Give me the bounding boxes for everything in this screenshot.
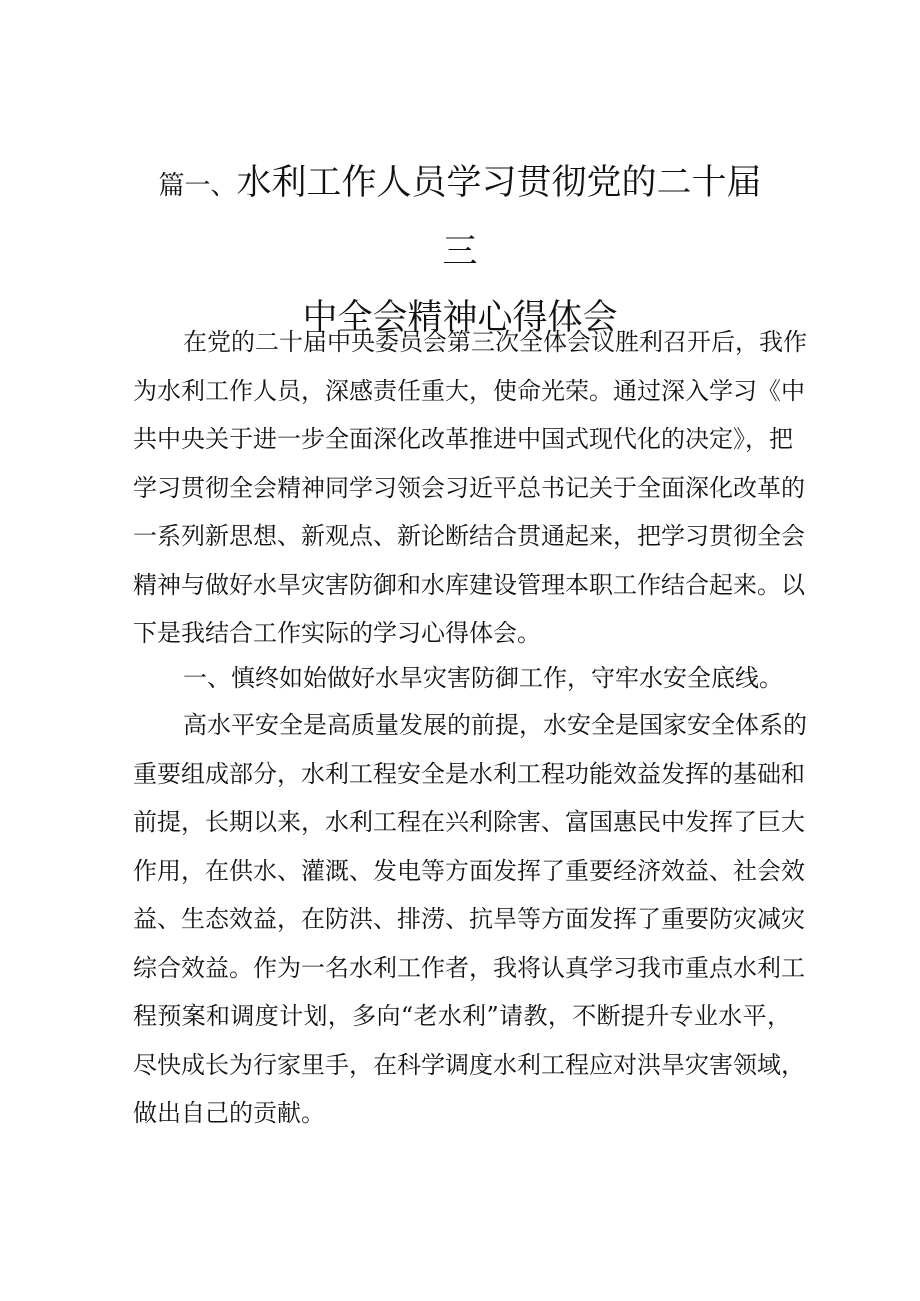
title-line-1 <box>150 150 770 285</box>
title-prefix: 篇一、 <box>158 171 237 201</box>
paragraph-line: 高水平安全是高质量发展的前提，水安全是国家安全体系的 <box>183 711 807 739</box>
paragraph-line: 重要组成部分，水利工程安全是水利工程功能效益发挥的基础和 <box>133 759 805 788</box>
intro-paragraph <box>133 318 807 658</box>
paragraph-line: 共中央关于进一步全面深化改革推进中国式现代化的决定》，把 <box>133 425 793 453</box>
section-paragraph <box>133 701 807 1138</box>
paragraph-line: 益、生态效益，在防洪、排涝、抗旱等方面发挥了重要防灾减灾 <box>133 905 805 933</box>
title-line-2: 中全会精神心得体会 <box>302 298 618 338</box>
paragraph-line: 前提，长期以来，水利工程在兴利除害、富国惠民中发挥了巨大 <box>133 808 805 836</box>
paragraph-line: 一系列新思想、新观点、新论断结合贯通起来，把学习贯彻全会 <box>133 522 805 550</box>
paragraph-line: 为水利工作人员，深感责任重大，使命光荣。通过深入学习《中 <box>133 376 805 405</box>
paragraph-line: 程预案和调度计划，多向“老水利”请教，不断提升专业水平， <box>133 1002 791 1030</box>
paragraph-line: 在党的二十届中央委员会第三次全体会议胜利召开后，我作 <box>183 328 807 356</box>
paragraph-line: 精神与做好水旱灾害防御和水库建设管理本职工作结合起来。以 <box>133 570 805 599</box>
title-line-1-text: 水利工作人员学习贯彻党的二十届三 <box>236 163 762 272</box>
section-heading: 一、慎终如始做好水旱灾害防御工作，守牢水安全底线。 <box>183 664 783 692</box>
paragraph-line: 做出自己的贡献。 <box>133 1099 325 1127</box>
paragraph-line: 综合效益。作为一名水利工作者，我将认真学习我市重点水利工 <box>133 953 805 982</box>
paragraph-line: 作用，在供水、灌溉、发电等方面发挥了重要经济效益、社会效 <box>133 856 805 885</box>
paragraph-line: 尽快成长为行家里手，在科学调度水利工程应对洪旱灾害领域， <box>133 1050 805 1079</box>
paragraph-line: 学习贯彻全会精神同学习领会习近平总书记关于全面深化改革的 <box>133 473 805 502</box>
paragraph-line: 下是我结合工作实际的学习心得体会。 <box>133 619 541 647</box>
